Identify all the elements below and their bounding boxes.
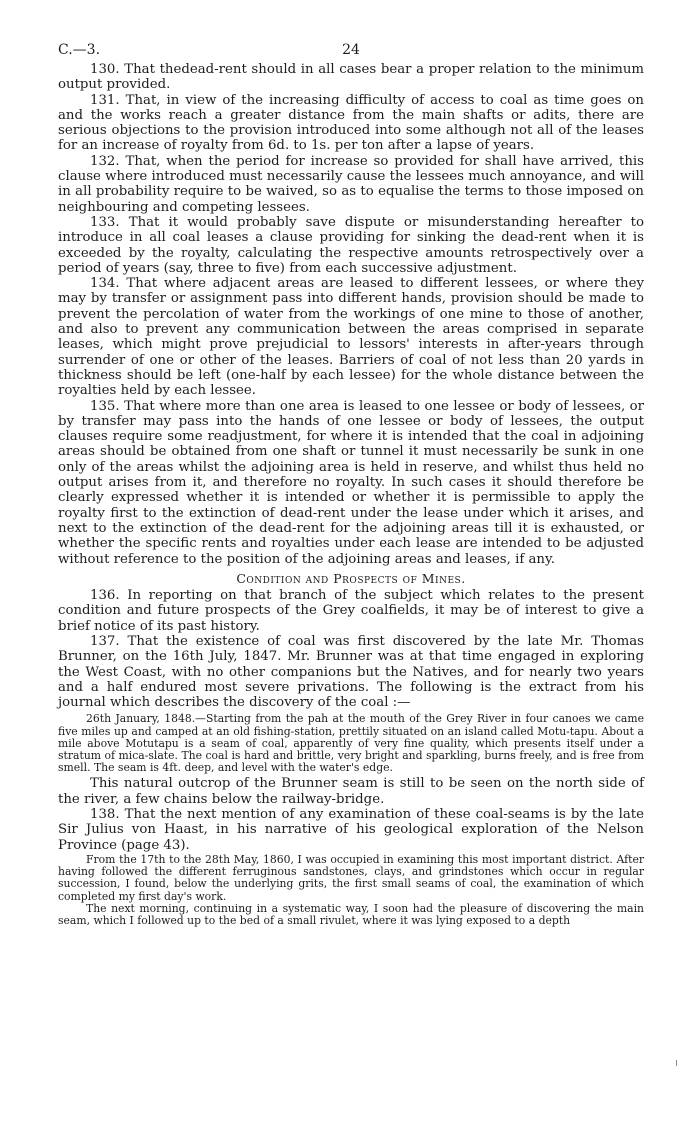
paragraph-137: 137. That the existence of coal was first discovered by the late Mr. Thomas Brunner, on the 16th July, 1847. Mr. Brunner was at that time engaged in exploring the West Coast, with no other companions but the Natives, and for nearly two years and a half endured most severe privations. The following is the extract from his journal which describes the discovery of the coal :— — [58, 633, 644, 711]
paragraph-134: 134. That where adjacent areas are leased to different lessees, or where they may by transfer or assignment pass into different hands, provision should be made to prevent the percolation of water from the workings of one mine to those of another, and also to prevent any communication between the areas comprised in separate leases, which might prove prejudicial to lessors' interests in after-years through surrender of one or other of the leases. Barriers of coal of not less than 20 yards in thickness should be left (one-half by each lessee) for the whole distance between the royalties held by each lessee. — [58, 276, 644, 399]
document-page — [58, 40, 644, 927]
history-section — [58, 588, 644, 927]
document-reference: C.—3. — [58, 42, 101, 58]
paragraph-131: 131. That, in view of the increasing difficulty of access to coal as time goes on and the works reach a greater distance from the main shafts or adits, there are serious objections to the provision introduced into some although not all of the leases for an increase of royalty from 6d. to 1s. per ton after a lapse of years. — [58, 92, 644, 154]
margin-mark — [676, 1060, 677, 1066]
page-header — [58, 40, 644, 62]
paragraph-135: 135. That where more than one area is leased to one lessee or body of lessees, or by transfer may pass into the hands of one lessee or body of lessees, the output clauses require some readjustment, for where it is intended that the coal in adjoining areas should be obtained from one shaft or tunnel it must necessarily be sunk in one only of the areas whilst the adjoining area is held in reserve, and whilst thus held no output arises from it, and therefore no royalty. In such cases it should therefore be clearly expressed whether it is intended or whether it is permissible to apply the royalty first to the extinction of dead-rent under the lease under which it arises, and next to the extinction of the dead-rent for the adjoining areas till it is exhausted, or whether the specific rents and royalties under each lease are intended to be adjusted without reference to the position of the adjoining areas and leases, if any. — [58, 398, 644, 567]
paragraph-138: 138. That the next mention of any examination of these coal-seams is by the late Sir Julius von Haast, in his narrative of his geological exploration of the Nelson Province (page 43). — [58, 807, 644, 853]
paragraph-133: 133. That it would probably save dispute or misunderstanding hereafter to introduce in all coal leases a clause providing for sinking the dead-rent when it is exceeded by the royalty, calculating the respective amounts retrospectively over a period of years (say, three to five) from each successive adjustment. — [58, 214, 644, 276]
recommendations-section — [58, 62, 644, 567]
section-heading: Condition and Prospects of Mines. — [236, 570, 466, 586]
paragraph-132: 132. That, when the period for increase so provided for shall have arrived, this clause where introduced must necessarily cause the lessees much annoyance, and will in all probability require to be waived, so as to equalise the terms to those imposed on neighbouring and competing lessees. — [58, 153, 644, 215]
paragraph-outcrop: This natural outcrop of the Brunner seam is still to be seen on the north side of the river, a few chains below the railway-bridge. — [58, 776, 644, 807]
paragraph-136: 136. In reporting on that branch of the subject which relates to the present condition and future prospects of the Grey coalfields, it may be of interest to give a brief notice of its past history. — [58, 588, 644, 634]
page-number: 24 — [342, 42, 360, 58]
haast-extract — [58, 854, 644, 927]
journal-extract — [58, 713, 644, 774]
haast-quote-1: From the 17th to the 28th May, 1860, I was occupied in examining this most important district. After having followed the different ferruginous sandstones, clays, and grindstones which occur in regular succession, I found, below the underlying grits, the first small seams of coal, the examination of which completed my first day's work. — [58, 852, 644, 903]
journal-quote: 26th January, 1848.—Starting from the pah at the mouth of the Grey River in four canoes we came five miles up and camped at an old fishing-station, prettily situated on an island called Motu-tapu. About a mile above Motutapu is a seam of coal, apparently of very fine quality, which presents itself under a stratum of mica-slate. The coal is hard and brittle, very bright and sparkling, burns freely, and is free from smell. The seam is 4ft. deep, and level with the water's edge. — [58, 712, 644, 775]
haast-quote-2: The next morning, continuing in a systematic way, I soon had the pleasure of discovering the main seam, which I followed up to the bed of a small rivulet, where it was lying exposed to a depth — [58, 901, 644, 927]
paragraph-130: 130. That thedead-rent should in all cases bear a proper relation to the minimum output provided. — [58, 62, 644, 93]
